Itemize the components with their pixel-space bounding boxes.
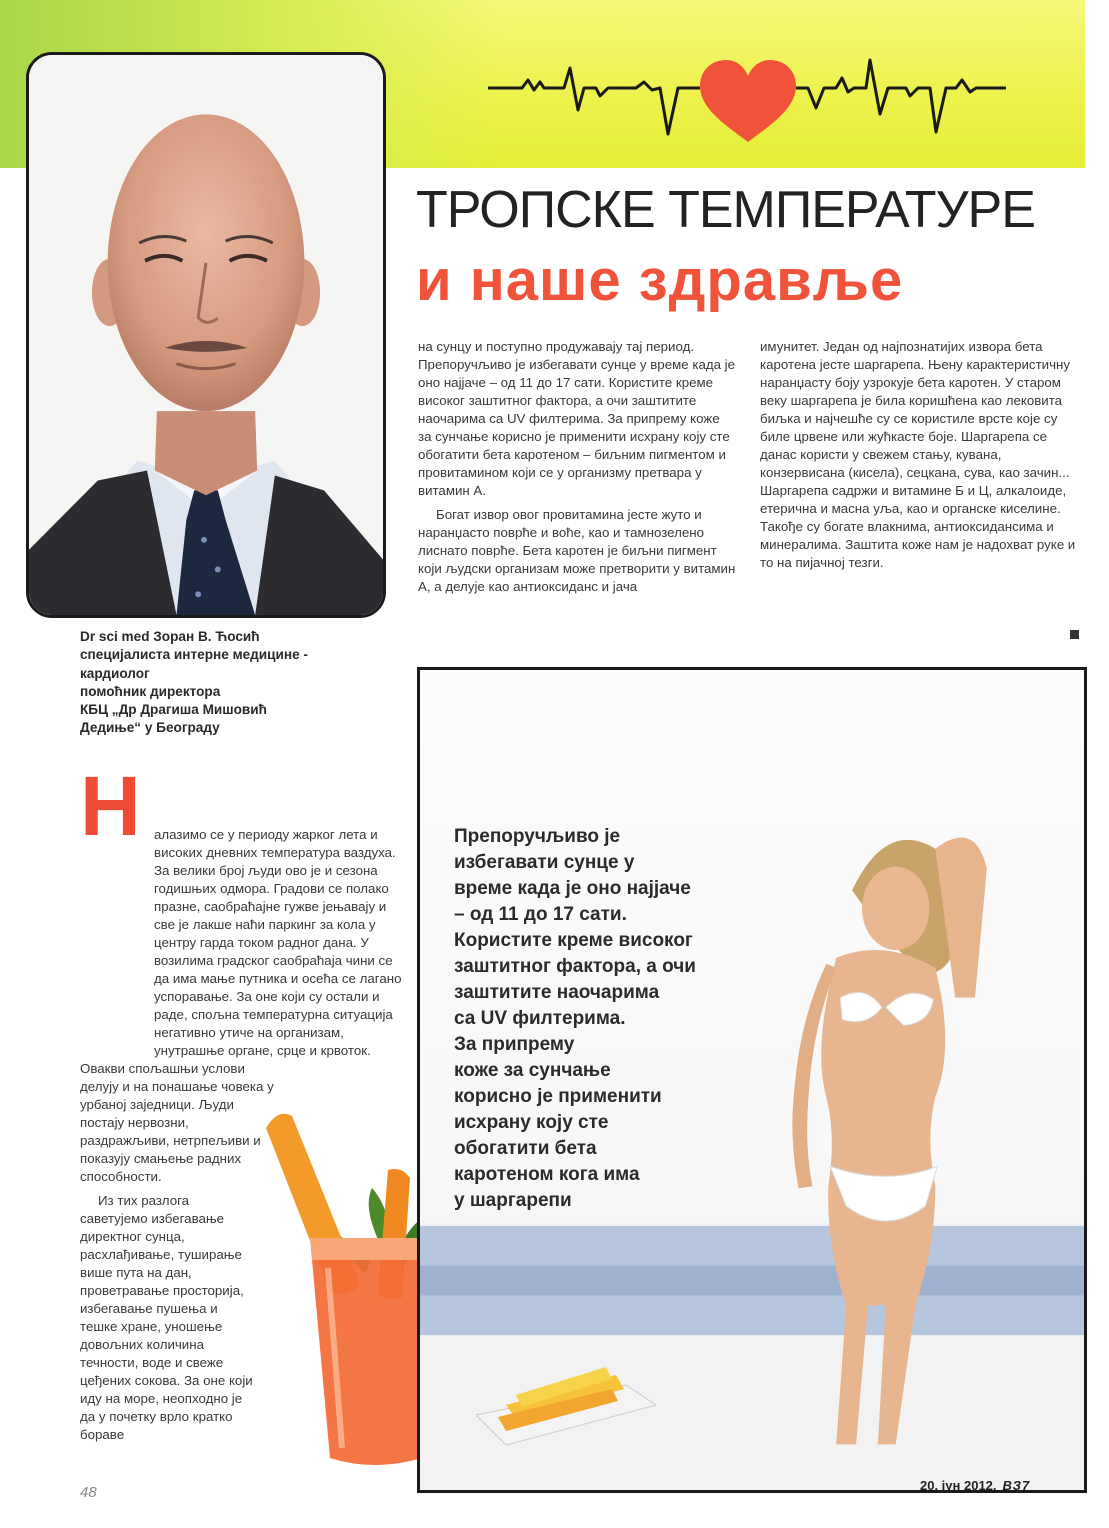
quote-line: Користите креме високог (454, 930, 693, 951)
quote-line: заштитног фактора, а очи (454, 956, 696, 977)
quote-line: каротеном кога има (454, 1164, 640, 1185)
quote-line: Препоручљиво је (454, 826, 621, 847)
carrot-plate-illustration (476, 1345, 656, 1455)
paragraph: имунитет. Један од најпознатијих извора бета каротена јесте шаргарепа. Њену карактеристичну наранџасту боју узрокује бета каротен. У старом веку шаргарепа је била коришћена као лековита биљка и најчешће су се користиле врсте које су биле црвене или жућкасте боје. Шаргарепа се данас користи у свежем стању, кувана, конзервисана (кисела), сецкана, сува, као зачин... Шаргарепа садржи и витамине Б и Ц, алкалоиде, етерична и масна уља, као и органске киселине. Такође су богате влакнима, антиоксидансима и минералима. Заштита коже нам је надохват руке и то на пијачној тезги. (760, 339, 1076, 570)
quote-line: За припрему (454, 1034, 575, 1055)
quote-line: време када је оно најјаче (454, 878, 691, 899)
paragraph-lead (80, 826, 402, 1060)
quote-line: исхрану коју сте (454, 1112, 609, 1133)
article-column-3 (760, 338, 1082, 572)
quote-line: заштитите наочарима (454, 982, 660, 1003)
author-title-line: Дедиње“ у Београду (80, 720, 220, 736)
drop-cap: Н (80, 759, 141, 853)
lead-text: алазимо се у периоду жарког лета и високих дневних температура ваздуха. За велики број људи ово је и сезона годишњих одмора. Градови се полако празне, саобраћајне гужве јењавају и све је лакше наћи паркинг за кола у центру гарда током радног дана. У возилима градског саобраћаја чини се да има мање путника и осећа се лагано успоравање. За оне који су остали и раде, спољна температурна ситуација негативно утиче на организам, унутрашње органе, срце и крвоток. (154, 827, 402, 1058)
heartbeat-icon (486, 52, 1010, 148)
page-number: 48 (80, 1484, 97, 1501)
magazine-brand: ВЗ7 (1002, 1478, 1031, 1493)
author-name: Dr sci med Зоран В. Ћосић (80, 629, 260, 644)
article-column-2 (418, 338, 736, 596)
author-title-line: кардиолог (80, 665, 150, 681)
author-portrait (26, 52, 386, 618)
headline: ТРОПСКЕ ТЕМПЕРАТУРЕ (416, 181, 1035, 239)
quote-line: избегавати сунце у (454, 852, 635, 873)
paragraph: Овакви спољашњи услови делују и на понашање човека у урбаној заједници. Људи постају нервозни, раздражљиви, нетрпељиви и показују смањење радних способности. (80, 1061, 274, 1184)
paragraph: Из тих разлога саветујемо избегавање директног сунца, расхлађивање, туширање више пута на дан, проветравање просторија, избегавање пушења и тешке хране, уношење довољних количина течности, воде и свеже цеђених сокова. За оне који иду на море, неопходно је да у почетку врло кратко боравe (80, 1193, 253, 1442)
pull-quote (454, 824, 744, 1214)
paragraph: Богат извор овог провитамина јесте жуто и наранџасто поврће и воће, као и тамнозелено лиснато поврће. Бета каротен је биљни пигмент који људски организам може претворити у витамин А, а делује као антиоксиданс и јача (418, 507, 736, 594)
end-mark (1070, 630, 1079, 639)
quote-line: са UV филтерима. (454, 1008, 626, 1029)
quote-line: корисно је применити (454, 1086, 662, 1107)
author-title-line: КБЦ „Др Драгиша Мишовић (80, 702, 267, 718)
author-title-line: помоћник директора (80, 683, 221, 699)
quote-line: – од 11 до 17 сати. (454, 904, 627, 925)
issue-date (920, 1478, 1030, 1493)
author-title-line: специјалиста интерне медицине - (80, 647, 308, 663)
date-text: 20. јун 2012. (920, 1478, 997, 1493)
subheadline: и наше здравље (416, 248, 904, 313)
author-caption (80, 628, 380, 738)
quote-line: у шаргарепи (454, 1190, 572, 1211)
carrot-juice-illustration (262, 1088, 442, 1476)
quote-line: обогатити бета (454, 1138, 597, 1159)
paragraph: на сунцу и поступно продужавају тај период. Препоручљиво је избегавати сунце у време када је оно најјаче – од 11 до 17 сати. Користите креме високог заштитног фактора, а очи заштитите наочарима са UV филтерима. За припрему коже за сунчање корисно је применити исхрану коју сте обогатити бета каротеном – биљним пигментом и провитамином који се у организму претвара у витамин А. (418, 339, 736, 498)
heart-icon (700, 60, 796, 142)
quote-line: коже за сунчање (454, 1060, 611, 1081)
